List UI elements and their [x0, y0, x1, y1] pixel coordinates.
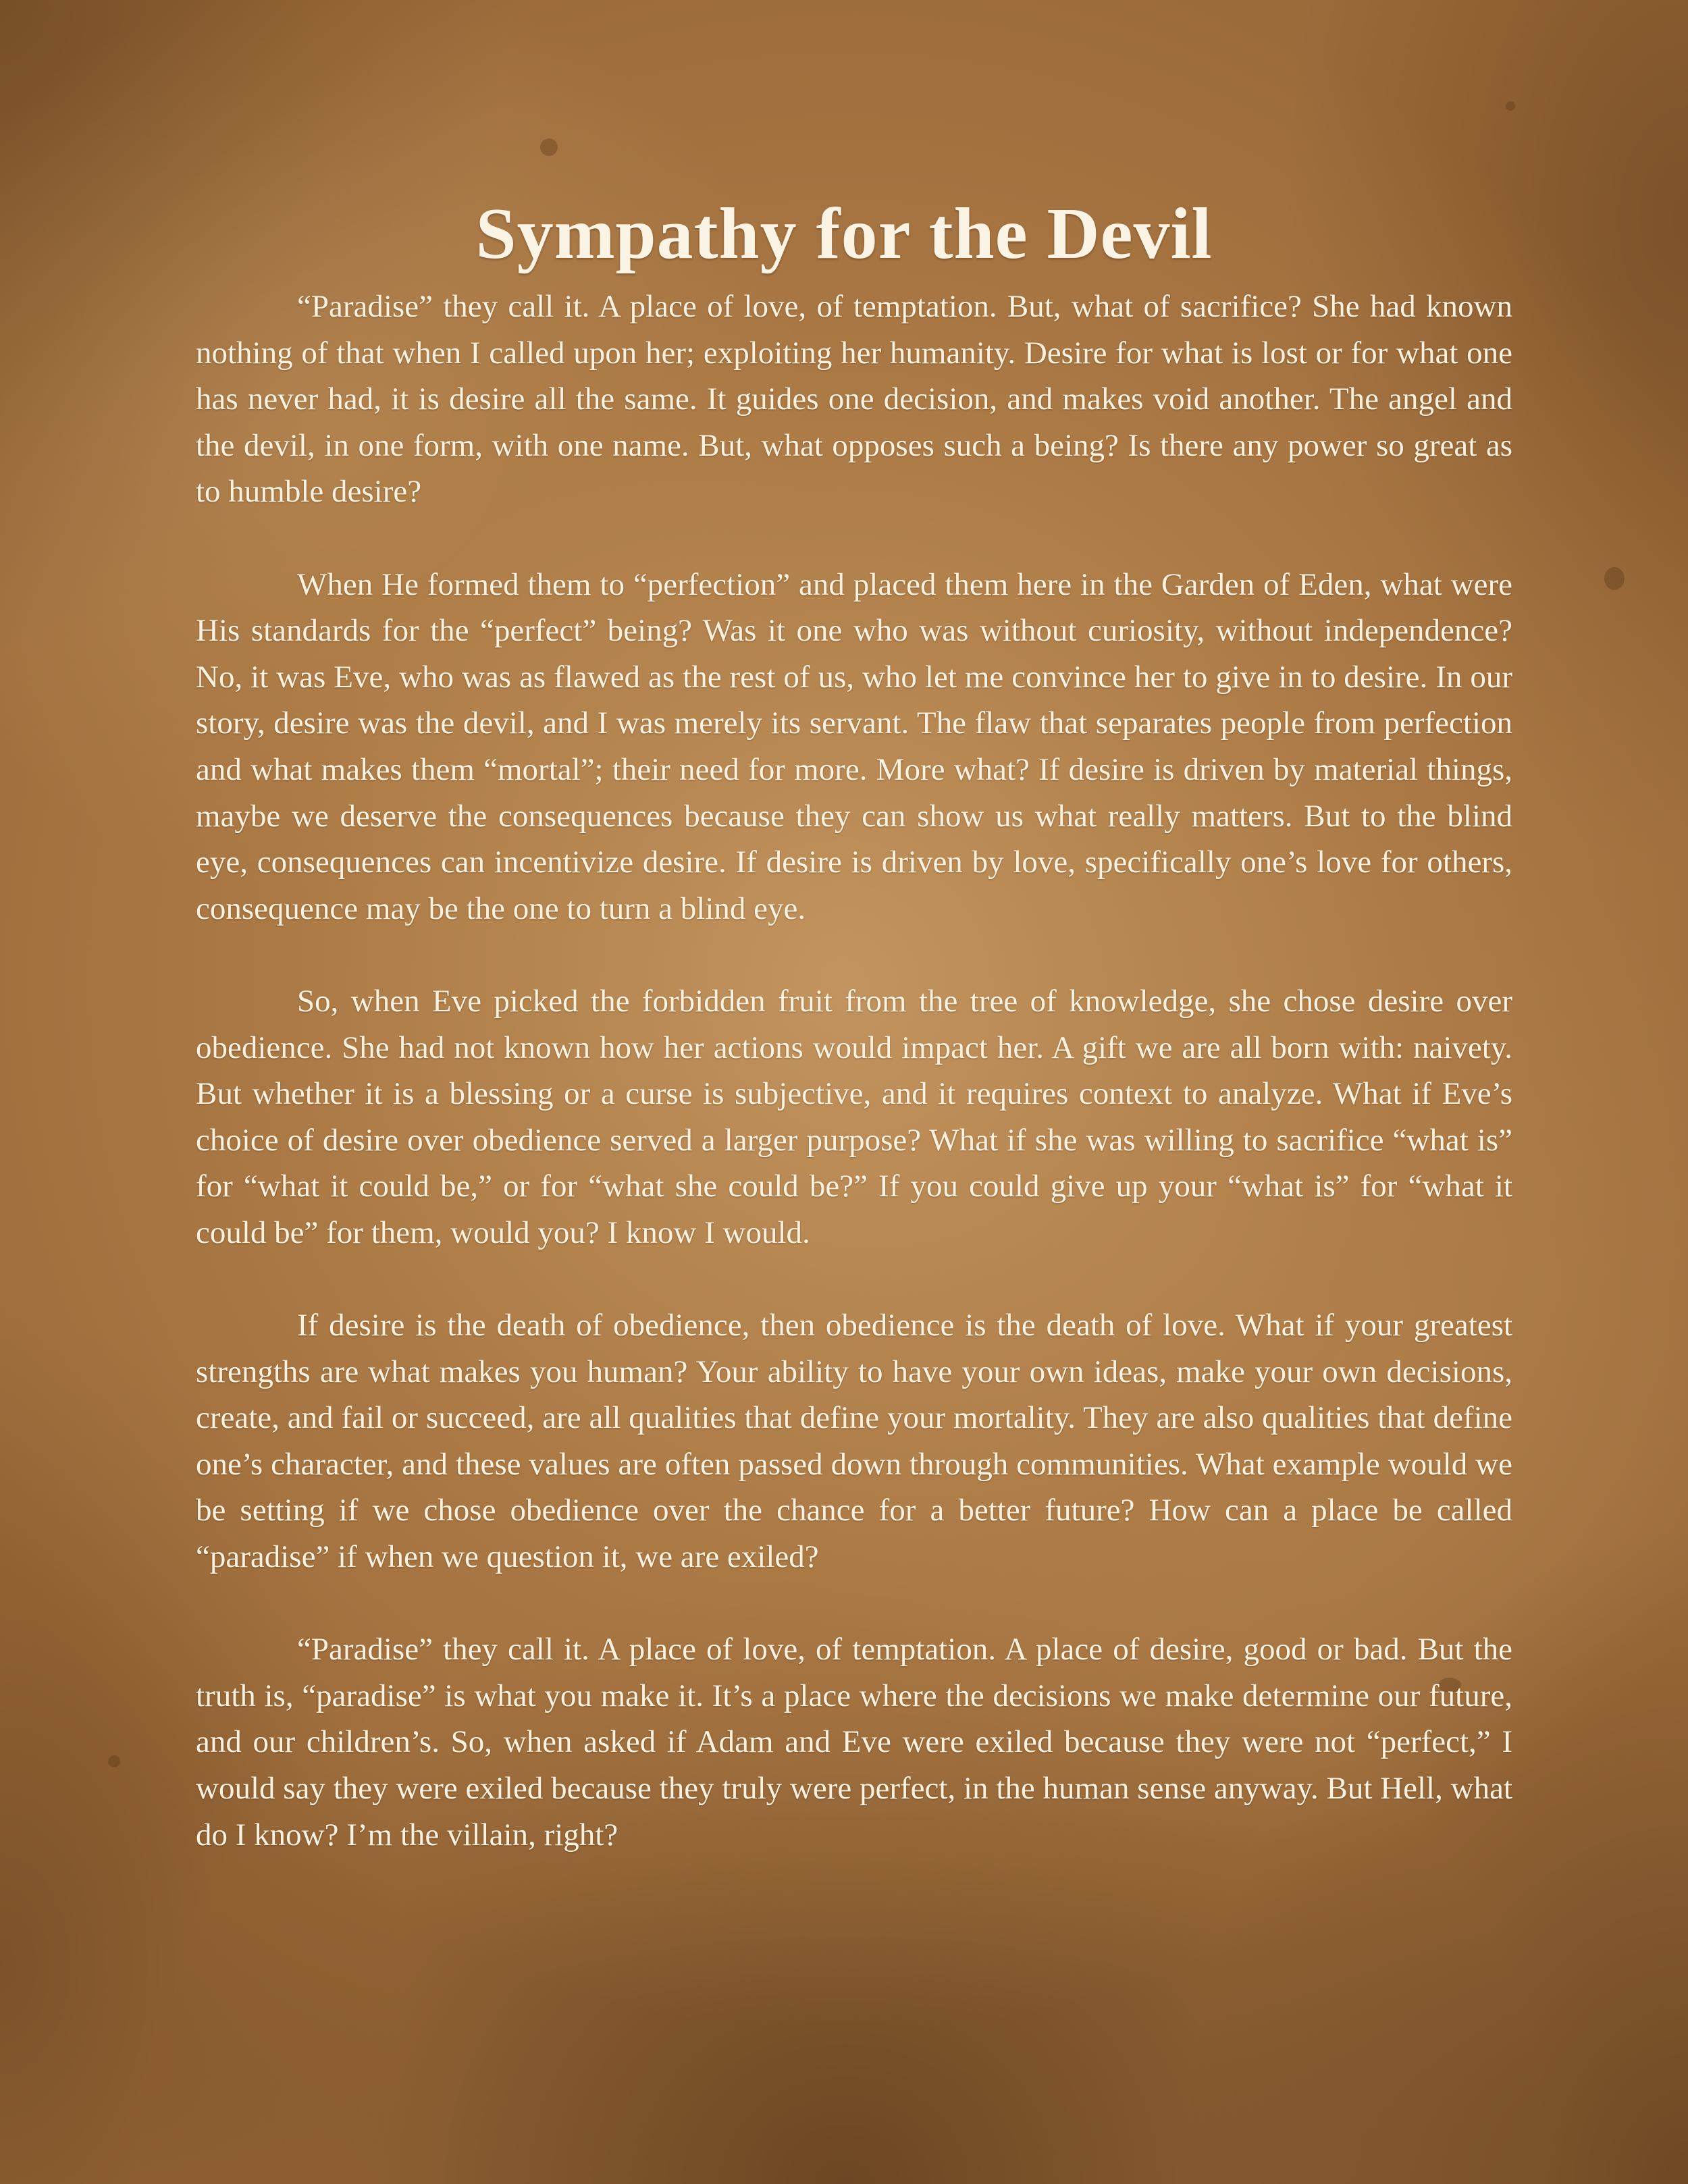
page-title: Sympathy for the Devil	[475, 194, 1213, 275]
essay-body	[196, 284, 1512, 1858]
paper-stain	[1604, 567, 1625, 590]
paragraph-2: When He formed them to “perfection” and placed them here in the Garden of Eden, what were His standards for the “perfect” being? Was it one who was without curiosity, without independence? No, it was Eve, who was as flawed as the rest of us, who let me convince her to give in to desire. In our story, desire was the devil, and I was merely its servant. The flaw that separates people from perfection and what makes them “mortal”; their need for more. More what? If desire is driven by material things, maybe we deserve the consequences because they can show us what really matters. But to the blind eye, consequences can incentivize desire. If desire is driven by love, specifically one’s love for others, consequence may be the one to turn a blind eye.	[196, 566, 1512, 926]
paragraph-4: If desire is the death of obedience, then obedience is the death of love. What if your greatest strengths are what makes you human? Your ability to have your own ideas, make your own decisions, create, and fail or succeed, are all qualities that define your mortality. They are also qualities that define one’s character, and these values are often passed down through communities. What example would we be setting if we chose obedience over the chance for a better future? How can a place be called “paradise” if when we question it, we are exiled?	[196, 1308, 1512, 1575]
paragraph-5: “Paradise” they call it. A place of love, of temptation. A place of desire, good or bad. But the truth is, “paradise” is what you make it. It’s a place where the decisions we make determine our future, and our children’s. So, when asked if Adam and Eve were exiled because they were not “perfect,” I would say they were exiled because they truly were perfect, in the human sense anyway. But Hell, what do I know? I’m the villain, right?	[196, 1632, 1512, 1853]
paper-stain	[1506, 101, 1515, 111]
paragraph-3: So, when Eve picked the forbidden fruit from the tree of knowledge, she chose desire over obedience. She had not known how her actions would impact her. A gift we are all born with: naivety. But whether it is a blessing or a curse is subjective, and it requires context to analyze. What if Eve’s choice of desire over obedience served a larger purpose? What if she was willing to sacrifice “what is” for “what it could be,” or for “what she could be?” If you could give up your “what is” for “what it could be” for them, would you? I know I would.	[196, 983, 1512, 1250]
paper-stain	[108, 1755, 120, 1767]
paper-stain	[540, 138, 558, 156]
paragraph-1: “Paradise” they call it. A place of love, of temptation. But, what of sacrifice? She had known nothing of that when I called upon her; exploiting her humanity. Desire for what is lost or for what one has never had, it is desire all the same. It guides one decision, and makes void another. The angel and the devil, in one form, with one name. But, what opposes such a being? Is there any power so great as to humble desire?	[196, 289, 1512, 510]
